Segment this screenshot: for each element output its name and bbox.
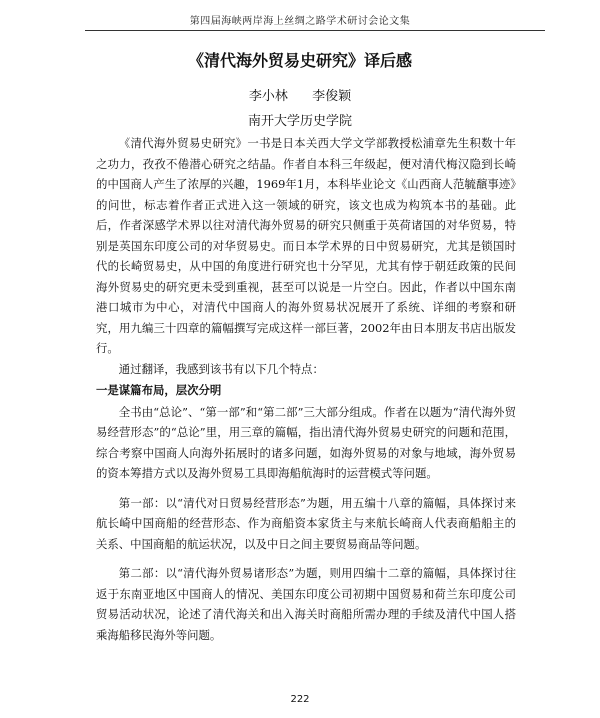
article-title: 《清代海外贸易史研究》译后感: [187, 51, 412, 70]
section-heading: 一是谋篇布局，层次分明: [96, 383, 222, 397]
header-rule: [85, 30, 545, 31]
article-body: [96, 133, 516, 645]
body-paragraph: 通过翻译，我感到该书有以下几个特点：: [118, 361, 324, 376]
body-paragraph: 《清代海外贸易史研究》一书是日本关西大学文学部教授松浦章先生积数十年之功力，孜孜不倦潜心研究之结晶。作者自本科三年级起，便对清代梅汉隐到长崎的中国商人产生了浓厚的兴趣，1969年1月，本科毕业论文《山西商人范毓馪事迹》的问世，标志着作者正式进入这一领域的研究，该文也成为构筑本书的基础。此后，作者深感学术界以往对清代海外贸易的研究只侧重于英荷诸国的对华贸易，特别是英国东印度公司的对华贸易史。而日本学术界的日中贸易研究，尤其是锁国时代的长崎贸易史，从中国的角度进行研究也十分罕见，尤其有悖于朝廷政策的民间海外贸易史的研究更未受到重视，甚至可以说是一片空白。因此，作者以中国东南港口城市为中心，对清代中国商人的海外贸易状况展开了系统、详细的考察和研究，用九编三十四章的篇幅撰写完成这样一部巨著，2002年由日本朋友书店出版发行。: [96, 136, 516, 355]
running-header: 第四届海峡两岸海上丝绸之路学术研讨会论文集: [189, 16, 411, 27]
body-paragraph: 第一部：以“清代对日贸易经营形态”为题，用五编十八章的篇幅，具体探讨来航长崎中国商船的经营形态、作为商船资本家货主与来航长崎商人代表商船船主的关系、中国商船的航运状况，以及中日之间主要贸易商品等问题。: [96, 495, 516, 551]
affiliation: 南开大学历史学院: [247, 114, 352, 129]
author-name: 李小林: [248, 89, 288, 104]
body-paragraph: 第二部：以“清代海外贸易诸形态”为题，则用四编十二章的篇幅，具体探讨往返于东南亚地区中国商人的情况、美国东印度公司初期中国贸易和荷兰东印度公司贸易活动状况，论述了清代海关和出入海关时商船所需办理的手续及清代中国人搭乘海船移民海外等问题。: [96, 566, 516, 642]
author-name: 李俊颖: [312, 89, 352, 104]
body-paragraph: 全书由“总论”、“第一部”和“第二部”三大部分组成。作者在以题为“清代海外贸易经营形态”的“总论”里，用三章的篇幅，指出清代海外贸易史研究的问题和范围，综合考察中国商人向海外拓展时的诸多问题，如海外贸易的对象与地域，海外贸易的资本筹措方式以及海外贸易工具即海船航海时的运营模式等问题。: [96, 404, 516, 480]
authors: [0, 85, 600, 104]
page-number: 222: [290, 694, 310, 705]
